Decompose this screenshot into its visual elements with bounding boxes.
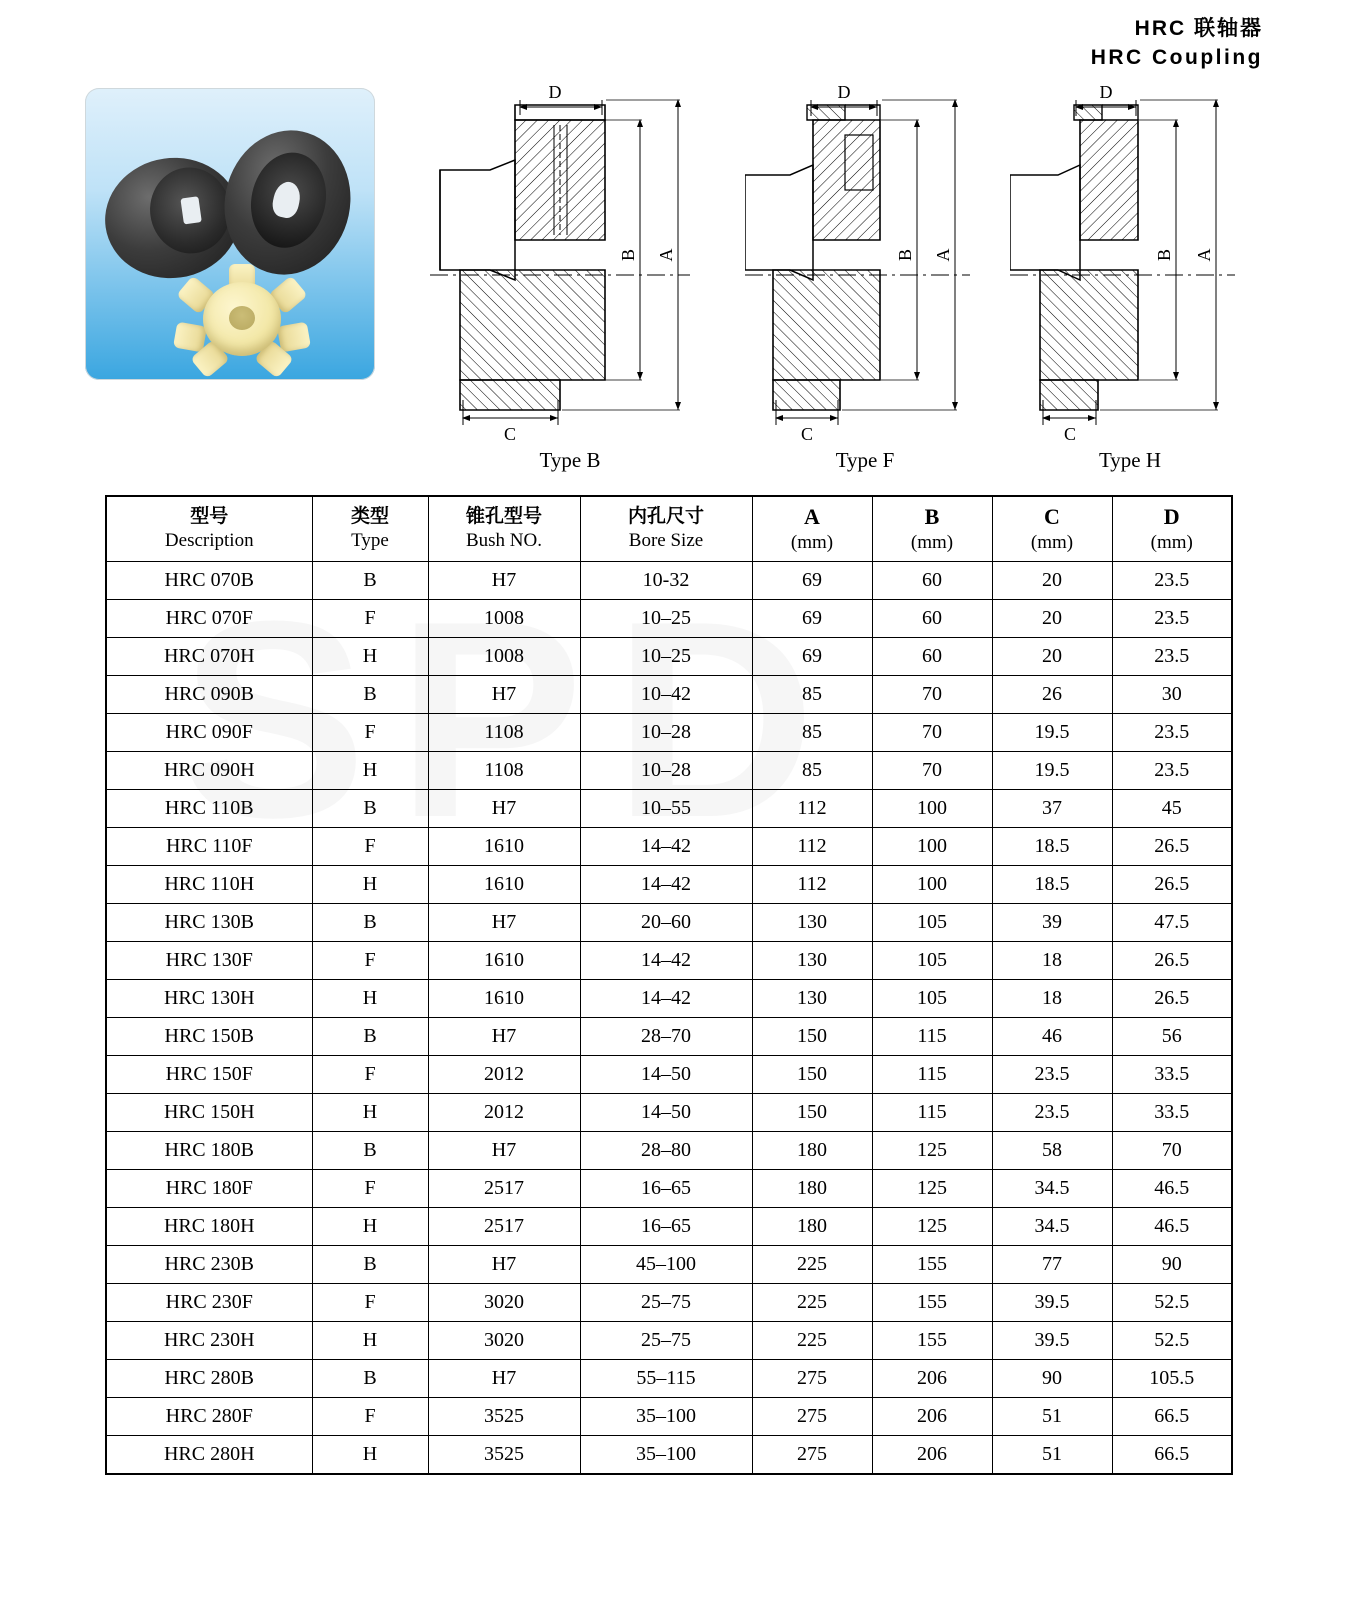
cell-bore-size: 14–42 [580, 828, 752, 866]
cell-dim-c: 34.5 [992, 1170, 1112, 1208]
column-header-b-label: B [924, 504, 940, 529]
cell-dim-c: 23.5 [992, 1094, 1112, 1132]
cell-dim-d: 23.5 [1112, 562, 1232, 600]
cell-dim-a: 130 [752, 904, 872, 942]
cell-dim-c: 18.5 [992, 866, 1112, 904]
cell-dim-a: 180 [752, 1170, 872, 1208]
column-header-type-cn: 类型 [350, 504, 389, 527]
table-row [106, 980, 1232, 1018]
cell-dim-d: 26.5 [1112, 828, 1232, 866]
cell-dim-a: 85 [752, 676, 872, 714]
cell-bush-no: H7 [428, 790, 580, 828]
cell-dim-c: 37 [992, 790, 1112, 828]
cell-dim-a: 69 [752, 600, 872, 638]
cell-bush-no: 1610 [428, 828, 580, 866]
column-header-description-en: Description [164, 529, 254, 551]
cell-description: HRC 110B [106, 790, 312, 828]
svg-text:B: B [895, 248, 915, 262]
cell-bush-no: 1610 [428, 866, 580, 904]
cell-type: F [312, 1170, 428, 1208]
cell-bore-size: 28–70 [580, 1018, 752, 1056]
cell-dim-d: 30 [1112, 676, 1232, 714]
cell-description: HRC 130H [106, 980, 312, 1018]
table-row [106, 1322, 1232, 1360]
cell-dim-a: 275 [752, 1360, 872, 1398]
cell-dim-d: 23.5 [1112, 638, 1232, 676]
cell-type: B [312, 1132, 428, 1170]
cell-dim-b: 60 [872, 600, 992, 638]
cell-description: HRC 180F [106, 1170, 312, 1208]
cell-dim-c: 26 [992, 676, 1112, 714]
cell-dim-d: 46.5 [1112, 1208, 1232, 1246]
hub-bore-left [180, 196, 201, 224]
cell-dim-d: 26.5 [1112, 980, 1232, 1018]
cell-dim-a: 85 [752, 714, 872, 752]
cell-description: HRC 070F [106, 600, 312, 638]
cell-dim-c: 77 [992, 1246, 1112, 1284]
cell-dim-a: 112 [752, 790, 872, 828]
cell-dim-a: 130 [752, 942, 872, 980]
cell-description: HRC 110F [106, 828, 312, 866]
cell-dim-a: 275 [752, 1398, 872, 1436]
cell-description: HRC 090F [106, 714, 312, 752]
cell-description: HRC 090H [106, 752, 312, 790]
cell-bush-no: H7 [428, 1360, 580, 1398]
column-header-type [312, 496, 428, 562]
cell-bush-no: 2517 [428, 1208, 580, 1246]
cell-bore-size: 14–42 [580, 942, 752, 980]
cell-bush-no: 3525 [428, 1398, 580, 1436]
cell-bush-no: H7 [428, 1246, 580, 1284]
cell-bore-size: 14–50 [580, 1056, 752, 1094]
cell-dim-a: 180 [752, 1208, 872, 1246]
cell-type: F [312, 1056, 428, 1094]
cell-dim-c: 18 [992, 942, 1112, 980]
cell-dim-d: 90 [1112, 1246, 1232, 1284]
cell-dim-d: 46.5 [1112, 1170, 1232, 1208]
cell-type: H [312, 638, 428, 676]
cell-type: F [312, 714, 428, 752]
cell-dim-d: 56 [1112, 1018, 1232, 1056]
cell-type: H [312, 980, 428, 1018]
cell-type: F [312, 1284, 428, 1322]
column-header-bore-size [580, 496, 752, 562]
cell-dim-b: 100 [872, 828, 992, 866]
cell-dim-c: 39 [992, 904, 1112, 942]
page-title [1091, 14, 1263, 73]
drawing-caption-type-h: Type H [1098, 448, 1162, 472]
cell-type: B [312, 1360, 428, 1398]
drawing-type-b-svg [430, 80, 710, 450]
cell-dim-c: 18 [992, 980, 1112, 1018]
cell-dim-c: 20 [992, 562, 1112, 600]
cell-bore-size: 16–65 [580, 1208, 752, 1246]
cell-type: H [312, 1322, 428, 1360]
cell-dim-d: 105.5 [1112, 1360, 1232, 1398]
column-header-c-unit: (mm) [1030, 531, 1074, 553]
svg-text:A: A [1194, 248, 1214, 262]
cell-dim-a: 85 [752, 752, 872, 790]
table-row [106, 828, 1232, 866]
specification-table [105, 495, 1233, 1475]
table-body [106, 562, 1232, 1475]
cell-bush-no: 1008 [428, 638, 580, 676]
cell-type: B [312, 562, 428, 600]
table-row [106, 1398, 1232, 1436]
cell-bore-size: 45–100 [580, 1246, 752, 1284]
drawing-caption-type-b: Type B [539, 448, 601, 472]
svg-text:D: D [548, 82, 562, 102]
cell-bore-size: 10–55 [580, 790, 752, 828]
cell-dim-a: 130 [752, 980, 872, 1018]
cell-dim-d: 23.5 [1112, 600, 1232, 638]
svg-text:A: A [656, 248, 676, 262]
table-row [106, 1284, 1232, 1322]
column-header-description-cn: 型号 [190, 504, 229, 527]
table-row [106, 1018, 1232, 1056]
cell-dim-b: 125 [872, 1132, 992, 1170]
cell-dim-c: 34.5 [992, 1208, 1112, 1246]
table-row [106, 942, 1232, 980]
column-header-a-unit: (mm) [790, 531, 834, 553]
drawing-type-f [745, 80, 985, 480]
cell-bush-no: H7 [428, 562, 580, 600]
cell-description: HRC 230H [106, 1322, 312, 1360]
cell-bush-no: 2012 [428, 1094, 580, 1132]
cell-dim-b: 105 [872, 942, 992, 980]
table-row [106, 1246, 1232, 1284]
table-row [106, 714, 1232, 752]
column-header-c-label: C [1044, 504, 1060, 529]
spider-center-hole [229, 306, 255, 330]
column-header-bore-size-en: Bore Size [628, 529, 704, 551]
cell-dim-c: 20 [992, 600, 1112, 638]
cell-dim-b: 155 [872, 1246, 992, 1284]
cell-dim-d: 66.5 [1112, 1436, 1232, 1475]
column-header-bore-size-cn: 内孔尺寸 [627, 504, 704, 527]
table-row [106, 1436, 1232, 1475]
column-header-d [1112, 496, 1232, 562]
cell-dim-a: 225 [752, 1322, 872, 1360]
cell-dim-a: 150 [752, 1094, 872, 1132]
cell-bush-no: H7 [428, 676, 580, 714]
cell-bush-no: H7 [428, 904, 580, 942]
cell-type: H [312, 752, 428, 790]
cell-type: H [312, 1094, 428, 1132]
cell-type: B [312, 1018, 428, 1056]
cell-dim-b: 70 [872, 676, 992, 714]
cell-dim-d: 70 [1112, 1132, 1232, 1170]
cell-dim-a: 112 [752, 866, 872, 904]
cell-dim-d: 52.5 [1112, 1322, 1232, 1360]
cell-dim-d: 26.5 [1112, 866, 1232, 904]
cell-description: HRC 110H [106, 866, 312, 904]
cell-dim-a: 112 [752, 828, 872, 866]
product-photo-inner [85, 88, 375, 380]
cell-description: HRC 130B [106, 904, 312, 942]
coupling-hub-right-icon [211, 119, 363, 287]
cell-bore-size: 14–50 [580, 1094, 752, 1132]
cell-dim-b: 125 [872, 1170, 992, 1208]
cell-dim-c: 23.5 [992, 1056, 1112, 1094]
cell-bore-size: 28–80 [580, 1132, 752, 1170]
cell-dim-d: 33.5 [1112, 1094, 1232, 1132]
cell-description: HRC 070B [106, 562, 312, 600]
cell-dim-d: 33.5 [1112, 1056, 1232, 1094]
cell-dim-b: 115 [872, 1056, 992, 1094]
cell-dim-d: 47.5 [1112, 904, 1232, 942]
cell-dim-a: 180 [752, 1132, 872, 1170]
cell-dim-c: 58 [992, 1132, 1112, 1170]
column-header-a-label: A [804, 504, 820, 529]
table-row [106, 676, 1232, 714]
cell-dim-b: 115 [872, 1094, 992, 1132]
cell-bore-size: 10–25 [580, 638, 752, 676]
drawing-caption-type-f: Type F [835, 448, 895, 472]
cell-bore-size: 35–100 [580, 1436, 752, 1475]
cell-bore-size: 25–75 [580, 1322, 752, 1360]
cell-type: F [312, 828, 428, 866]
cell-bore-size: 35–100 [580, 1398, 752, 1436]
cell-dim-b: 115 [872, 1018, 992, 1056]
cell-bore-size: 20–60 [580, 904, 752, 942]
cell-dim-c: 39.5 [992, 1284, 1112, 1322]
cell-dim-c: 19.5 [992, 714, 1112, 752]
table-row [106, 1094, 1232, 1132]
column-header-bush-no [428, 496, 580, 562]
cell-bush-no: 1108 [428, 714, 580, 752]
cell-type: H [312, 1436, 428, 1475]
cell-type: F [312, 942, 428, 980]
cell-bore-size: 25–75 [580, 1284, 752, 1322]
product-photo [85, 88, 375, 380]
page-title-en: HRC Coupling [1090, 46, 1263, 70]
table-row [106, 866, 1232, 904]
column-header-a [752, 496, 872, 562]
cell-dim-d: 52.5 [1112, 1284, 1232, 1322]
cell-bore-size: 10-32 [580, 562, 752, 600]
cell-type: F [312, 1398, 428, 1436]
cell-dim-d: 23.5 [1112, 714, 1232, 752]
table-row [106, 790, 1232, 828]
cell-description: HRC 090B [106, 676, 312, 714]
table-row [106, 1056, 1232, 1094]
table-row [106, 562, 1232, 600]
cell-type: B [312, 1246, 428, 1284]
svg-text:C: C [800, 424, 814, 444]
cell-dim-c: 46 [992, 1018, 1112, 1056]
cell-dim-a: 69 [752, 562, 872, 600]
cell-dim-a: 225 [752, 1284, 872, 1322]
svg-text:C: C [1063, 424, 1077, 444]
cell-description: HRC 280F [106, 1398, 312, 1436]
table-row [106, 1132, 1232, 1170]
cell-bore-size: 16–65 [580, 1170, 752, 1208]
cell-dim-a: 150 [752, 1056, 872, 1094]
spider-tooth [277, 322, 311, 353]
column-header-bush-no-en: Bush NO. [465, 529, 542, 551]
cell-description: HRC 180B [106, 1132, 312, 1170]
drawing-type-b [430, 80, 710, 480]
cell-description: HRC 130F [106, 942, 312, 980]
cell-bush-no: 3020 [428, 1322, 580, 1360]
cell-description: HRC 150F [106, 1056, 312, 1094]
cell-dim-b: 206 [872, 1360, 992, 1398]
cell-bush-no: 2012 [428, 1056, 580, 1094]
cell-description: HRC 070H [106, 638, 312, 676]
column-header-bush-no-cn: 锥孔型号 [465, 504, 542, 527]
cell-dim-c: 39.5 [992, 1322, 1112, 1360]
column-header-c [992, 496, 1112, 562]
cell-dim-b: 125 [872, 1208, 992, 1246]
technical-drawings [430, 80, 1310, 480]
column-header-b [872, 496, 992, 562]
cell-dim-c: 20 [992, 638, 1112, 676]
cell-bush-no: 1108 [428, 752, 580, 790]
cell-description: HRC 180H [106, 1208, 312, 1246]
cell-description: HRC 150H [106, 1094, 312, 1132]
cell-type: B [312, 904, 428, 942]
cell-dim-a: 275 [752, 1436, 872, 1475]
cell-dim-b: 155 [872, 1322, 992, 1360]
drawing-type-h-svg [1010, 80, 1250, 450]
svg-text:D: D [837, 82, 851, 102]
svg-text:A: A [933, 248, 953, 262]
cell-dim-b: 60 [872, 562, 992, 600]
cell-description: HRC 280B [106, 1360, 312, 1398]
cell-bore-size: 10–28 [580, 752, 752, 790]
cell-type: H [312, 866, 428, 904]
cell-dim-c: 51 [992, 1398, 1112, 1436]
cell-description: HRC 150B [106, 1018, 312, 1056]
column-header-b-unit: (mm) [910, 531, 954, 553]
cell-bore-size: 10–28 [580, 714, 752, 752]
cell-type: B [312, 790, 428, 828]
drawing-type-h [1010, 80, 1250, 480]
cell-bush-no: H7 [428, 1018, 580, 1056]
page-title-cn: HRC 联轴器 [1134, 17, 1263, 40]
cell-bush-no: 3525 [428, 1436, 580, 1475]
cell-dim-b: 155 [872, 1284, 992, 1322]
cell-dim-d: 45 [1112, 790, 1232, 828]
cell-dim-d: 66.5 [1112, 1398, 1232, 1436]
cell-type: F [312, 600, 428, 638]
svg-text:B: B [618, 248, 638, 262]
cell-dim-c: 19.5 [992, 752, 1112, 790]
drawing-type-f-svg [745, 80, 985, 450]
cell-description: HRC 280H [106, 1436, 312, 1475]
table-row [106, 752, 1232, 790]
svg-text:D: D [1099, 82, 1113, 102]
column-header-description [106, 496, 312, 562]
table-row [106, 1170, 1232, 1208]
table-row [106, 904, 1232, 942]
cell-dim-b: 206 [872, 1398, 992, 1436]
cell-dim-c: 18.5 [992, 828, 1112, 866]
table-header-row [106, 496, 1232, 562]
cell-dim-a: 225 [752, 1246, 872, 1284]
cell-dim-b: 100 [872, 866, 992, 904]
cell-bush-no: 1008 [428, 600, 580, 638]
table-row [106, 1360, 1232, 1398]
cell-dim-c: 90 [992, 1360, 1112, 1398]
svg-text:C: C [503, 424, 517, 444]
cell-dim-b: 70 [872, 714, 992, 752]
cell-bush-no: 1610 [428, 942, 580, 980]
cell-bush-no: 2517 [428, 1170, 580, 1208]
cell-dim-b: 105 [872, 904, 992, 942]
column-header-d-unit: (mm) [1150, 531, 1193, 553]
cell-bore-size: 10–42 [580, 676, 752, 714]
cell-dim-c: 51 [992, 1436, 1112, 1475]
table-row [106, 638, 1232, 676]
cell-bore-size: 14–42 [580, 980, 752, 1018]
cell-bush-no: 3020 [428, 1284, 580, 1322]
table-row [106, 1208, 1232, 1246]
cell-dim-a: 69 [752, 638, 872, 676]
cell-dim-b: 105 [872, 980, 992, 1018]
cell-description: HRC 230B [106, 1246, 312, 1284]
cell-dim-b: 206 [872, 1436, 992, 1475]
cell-bush-no: H7 [428, 1132, 580, 1170]
cell-bore-size: 55–115 [580, 1360, 752, 1398]
column-header-d-label: D [1163, 504, 1180, 529]
column-header-type-en: Type [351, 529, 389, 551]
cell-bore-size: 10–25 [580, 600, 752, 638]
cell-dim-d: 23.5 [1112, 752, 1232, 790]
table-row [106, 600, 1232, 638]
cell-dim-d: 26.5 [1112, 942, 1232, 980]
cell-bore-size: 14–42 [580, 866, 752, 904]
svg-text:B: B [1154, 248, 1174, 262]
rubber-spider-icon [177, 264, 307, 374]
cell-type: H [312, 1208, 428, 1246]
cell-dim-a: 150 [752, 1018, 872, 1056]
cell-dim-b: 60 [872, 638, 992, 676]
cell-type: B [312, 676, 428, 714]
cell-bush-no: 1610 [428, 980, 580, 1018]
cell-dim-b: 100 [872, 790, 992, 828]
cell-dim-b: 70 [872, 752, 992, 790]
cell-description: HRC 230F [106, 1284, 312, 1322]
